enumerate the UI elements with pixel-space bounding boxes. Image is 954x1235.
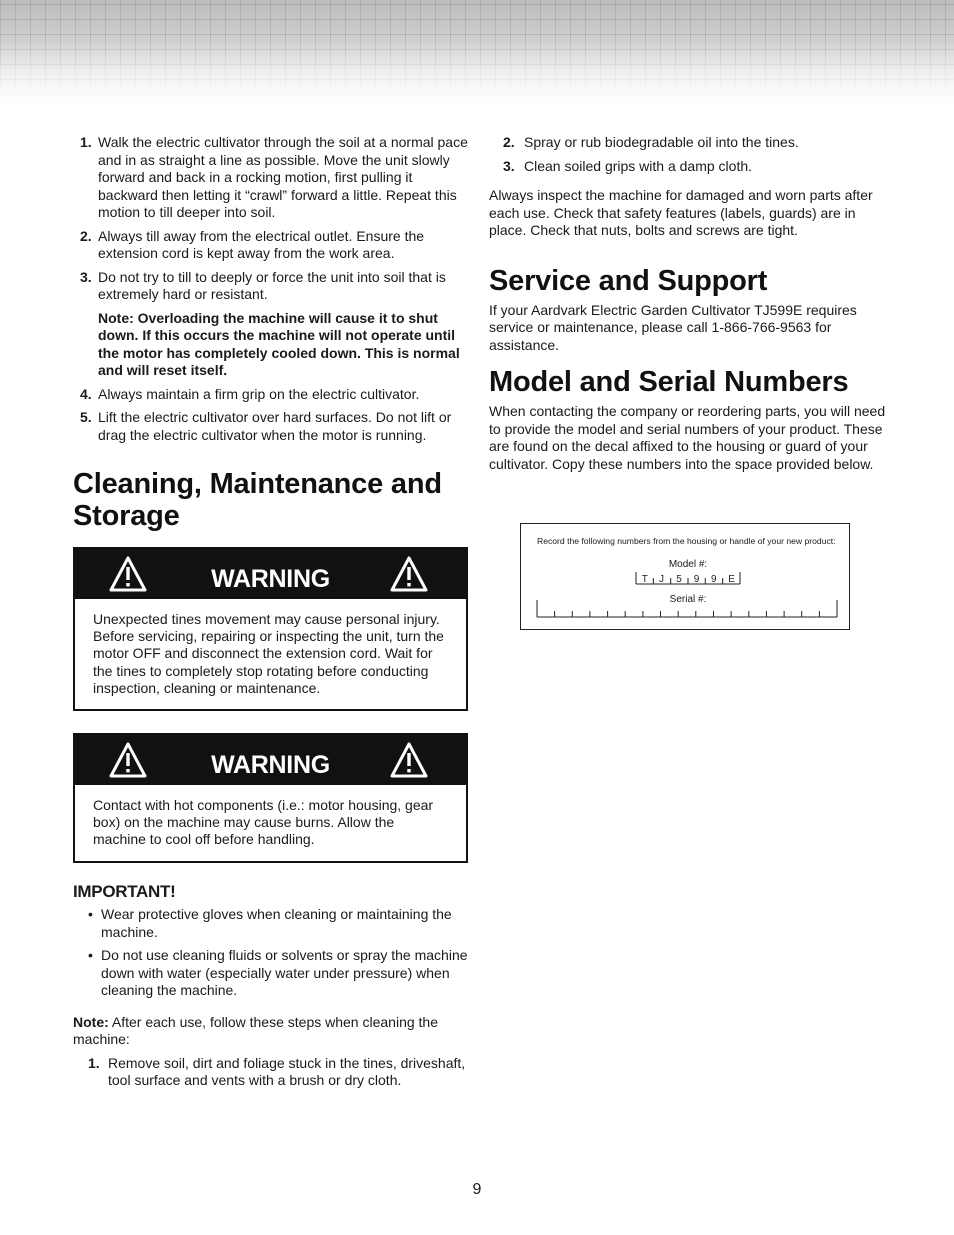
model-char: 9 (711, 574, 717, 585)
list-item (73, 1055, 468, 1090)
right-column (489, 134, 889, 473)
model-serial-heading: Model and Serial Numbers (489, 366, 849, 398)
list-item: • Wear protective gloves when cleaning or maintaining the machine. (73, 906, 468, 941)
step-text: Walk the electric cultivator through the soil at a normal pace and in as straight a line as possible. Move the unit slowly forward and back in a rocking motion, first pulling it backward then letting it “crawl” forward a little. Repeat this motion to till deeper into soil. (98, 134, 468, 220)
warning-title: WARNING (211, 565, 330, 593)
warning-box-burns (73, 733, 468, 863)
left-column (73, 134, 468, 1096)
warning-triangle-icon (390, 742, 428, 778)
cleaning-steps-list (73, 1055, 468, 1090)
list-item (73, 228, 468, 263)
warning-triangle-icon (390, 556, 428, 592)
step-number: 5. (80, 409, 92, 425)
step-text: Lift the electric cultivator over hard surfaces. Do not lift or drag the electric cultivator when the motor is running. (98, 409, 452, 443)
step-text: Clean soiled grips with a damp cloth. (524, 157, 753, 174)
service-paragraph: If your Aardvark Electric Garden Cultivator TJ599E requires service or maintenance, please call 1-866-766-9563 for assistance. (489, 301, 857, 353)
step-number: 1. (80, 134, 92, 150)
model-char: 5 (676, 574, 682, 585)
step-text: Always till away from the electrical outlet. Ensure the extension cord is kept away from the work area. (98, 227, 425, 261)
warning-title: WARNING (211, 751, 330, 780)
model-char: 9 (693, 574, 700, 585)
record-numbers-box (520, 523, 850, 630)
serial-number-field (536, 600, 838, 620)
step-text: Spray or rub biodegradable oil into the tines. (524, 134, 799, 150)
list-item (73, 409, 468, 444)
page-number: 9 (472, 1181, 482, 1198)
list-item (489, 134, 889, 152)
step-text: Always maintain a firm grip on the electric cultivator. (98, 385, 420, 402)
list-item (489, 158, 889, 176)
list-item: • Do not use cleaning fluids or solvents or spray the machine down with water (especially water under pressure) when cleaning the machine. (73, 947, 468, 1000)
important-heading: IMPORTANT! (73, 881, 176, 901)
step-number: 4. (80, 385, 92, 402)
warning-body: Unexpected tines movement may cause personal injury. Before servicing, repairing or inspecting the unit, turn the motor OFF and disconnect the extension cord. Wait for the tines to completely stop rotating before conducting inspection, cleaning or maintenance. (93, 611, 444, 696)
cleaning-steps-list-continued (489, 134, 889, 175)
step-number: 3. (503, 157, 515, 174)
model-label: Model #: (668, 559, 708, 570)
cleaning-note (73, 1014, 468, 1049)
list-item (73, 269, 468, 380)
step-number: 2. (503, 134, 515, 150)
warning-body: Contact with hot components (i.e.: motor housing, gear box) on the machine may cause burns. Allow the machine to cool off before handling. (93, 797, 434, 848)
note-label: Note: (73, 1013, 109, 1030)
record-instruction: Record the following numbers from the housing or handle of your new product: (537, 536, 836, 546)
list-item (73, 134, 468, 222)
step-text: Remove soil, dirt and foliage stuck in the tines, driveshaft, tool surface and vents with a brush or dry cloth. (108, 1054, 466, 1089)
cleaning-heading: Cleaning, Maintenance and Storage (73, 468, 442, 532)
list-item (73, 386, 468, 404)
step-text: Do not try to till to deeply or force the unit into soil that is extremely hard or resistant. (98, 268, 446, 302)
service-heading: Service and Support (489, 264, 768, 297)
model-number-field (635, 568, 741, 586)
important-bullets (73, 906, 468, 1000)
header-decorative-band (0, 0, 954, 110)
inspect-paragraph: Always inspect the machine for damaged and worn parts after each use. Check that safety features (labels, guards) are in place. Check that nuts, bolts and screws are tight. (489, 187, 873, 238)
step-number: 2. (80, 227, 92, 244)
model-paragraph: When contacting the company or reordering parts, you will need to provide the model and serial numbers of your product. These are found on the decal affixed to the housing or guard of your cultivator. Copy these numbers into the space provided below. (489, 403, 886, 472)
overload-note: Note: Overloading the machine will cause it to shut down. If this occurs the machine will not operate until the motor has completely cooled down. This is normal and will reset itself. (98, 309, 460, 378)
warning-header (75, 735, 466, 785)
model-char: E (728, 574, 735, 585)
warning-header (75, 549, 466, 599)
operation-steps-list (73, 134, 468, 444)
step-number: 3. (80, 268, 92, 285)
step-number: 1. (88, 1054, 100, 1071)
note-text: After each use, follow these steps when cleaning the machine: (73, 1013, 438, 1048)
model-char: T (641, 574, 648, 585)
serial-label: Serial #: (669, 594, 707, 605)
model-char: J (659, 574, 664, 585)
warning-box-injury (73, 547, 468, 711)
